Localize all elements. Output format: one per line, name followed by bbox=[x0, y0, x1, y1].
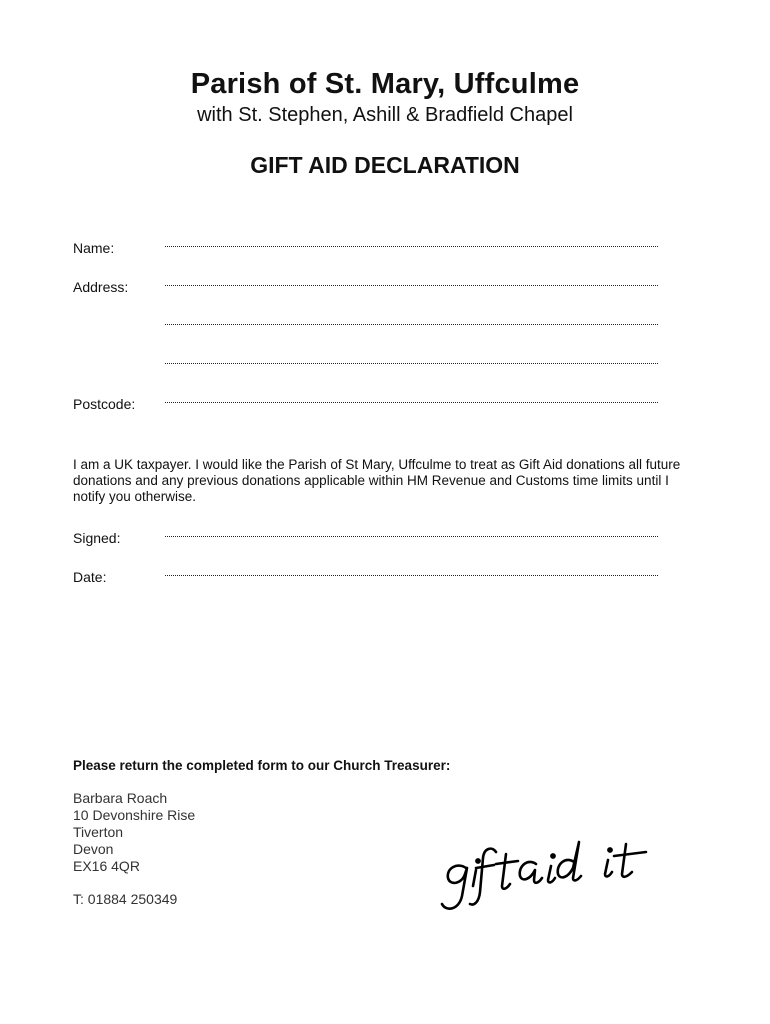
signature-input-line[interactable] bbox=[165, 535, 658, 537]
treasurer-county: Devon bbox=[73, 841, 114, 857]
address-field-row bbox=[73, 279, 673, 299]
parish-title: Parish of St. Mary, Uffculme bbox=[190, 68, 580, 100]
treasurer-street: 10 Devonshire Rise bbox=[73, 807, 196, 823]
address-field-row-2 bbox=[73, 318, 673, 338]
name-input-line[interactable] bbox=[165, 245, 658, 247]
date-input-line[interactable] bbox=[165, 574, 658, 576]
address-input-line-2[interactable] bbox=[165, 323, 658, 325]
giftaid-it-logo bbox=[436, 834, 664, 918]
address-input-line-3[interactable] bbox=[165, 362, 658, 364]
address-field-row-3 bbox=[73, 357, 673, 377]
name-field-row bbox=[73, 240, 673, 260]
address-label: Address: bbox=[73, 279, 129, 295]
parish-subtitle: with St. Stephen, Ashill & Bradfield Chapel bbox=[197, 104, 573, 126]
return-instructions: Please return the completed form to our Church Treasurer: bbox=[73, 758, 451, 773]
treasurer-address bbox=[73, 790, 195, 875]
postcode-label: Postcode: bbox=[73, 396, 136, 412]
address-input-line-1[interactable] bbox=[165, 284, 658, 286]
postcode-field-row bbox=[73, 396, 673, 416]
date-field-row bbox=[73, 569, 673, 589]
postcode-input-line[interactable] bbox=[165, 401, 658, 403]
signed-label: Signed: bbox=[73, 530, 121, 546]
form-title: GIFT AID DECLARATION bbox=[250, 152, 520, 178]
name-label: Name: bbox=[73, 240, 115, 256]
treasurer-town: Tiverton bbox=[73, 824, 124, 840]
declaration-text: I am a UK taxpayer. I would like the Parish of St Mary, Uffculme to treat as Gift Aid donations all future donations and any previous donations applicable within HM Revenue and Customs time limits until I notify you otherwise. bbox=[73, 457, 681, 504]
treasurer-postcode: EX16 4QR bbox=[73, 858, 140, 874]
date-label: Date: bbox=[73, 569, 107, 585]
treasurer-name: Barbara Roach bbox=[73, 790, 168, 806]
treasurer-phone: T: 01884 250349 bbox=[73, 891, 178, 907]
signed-field-row bbox=[73, 530, 673, 550]
